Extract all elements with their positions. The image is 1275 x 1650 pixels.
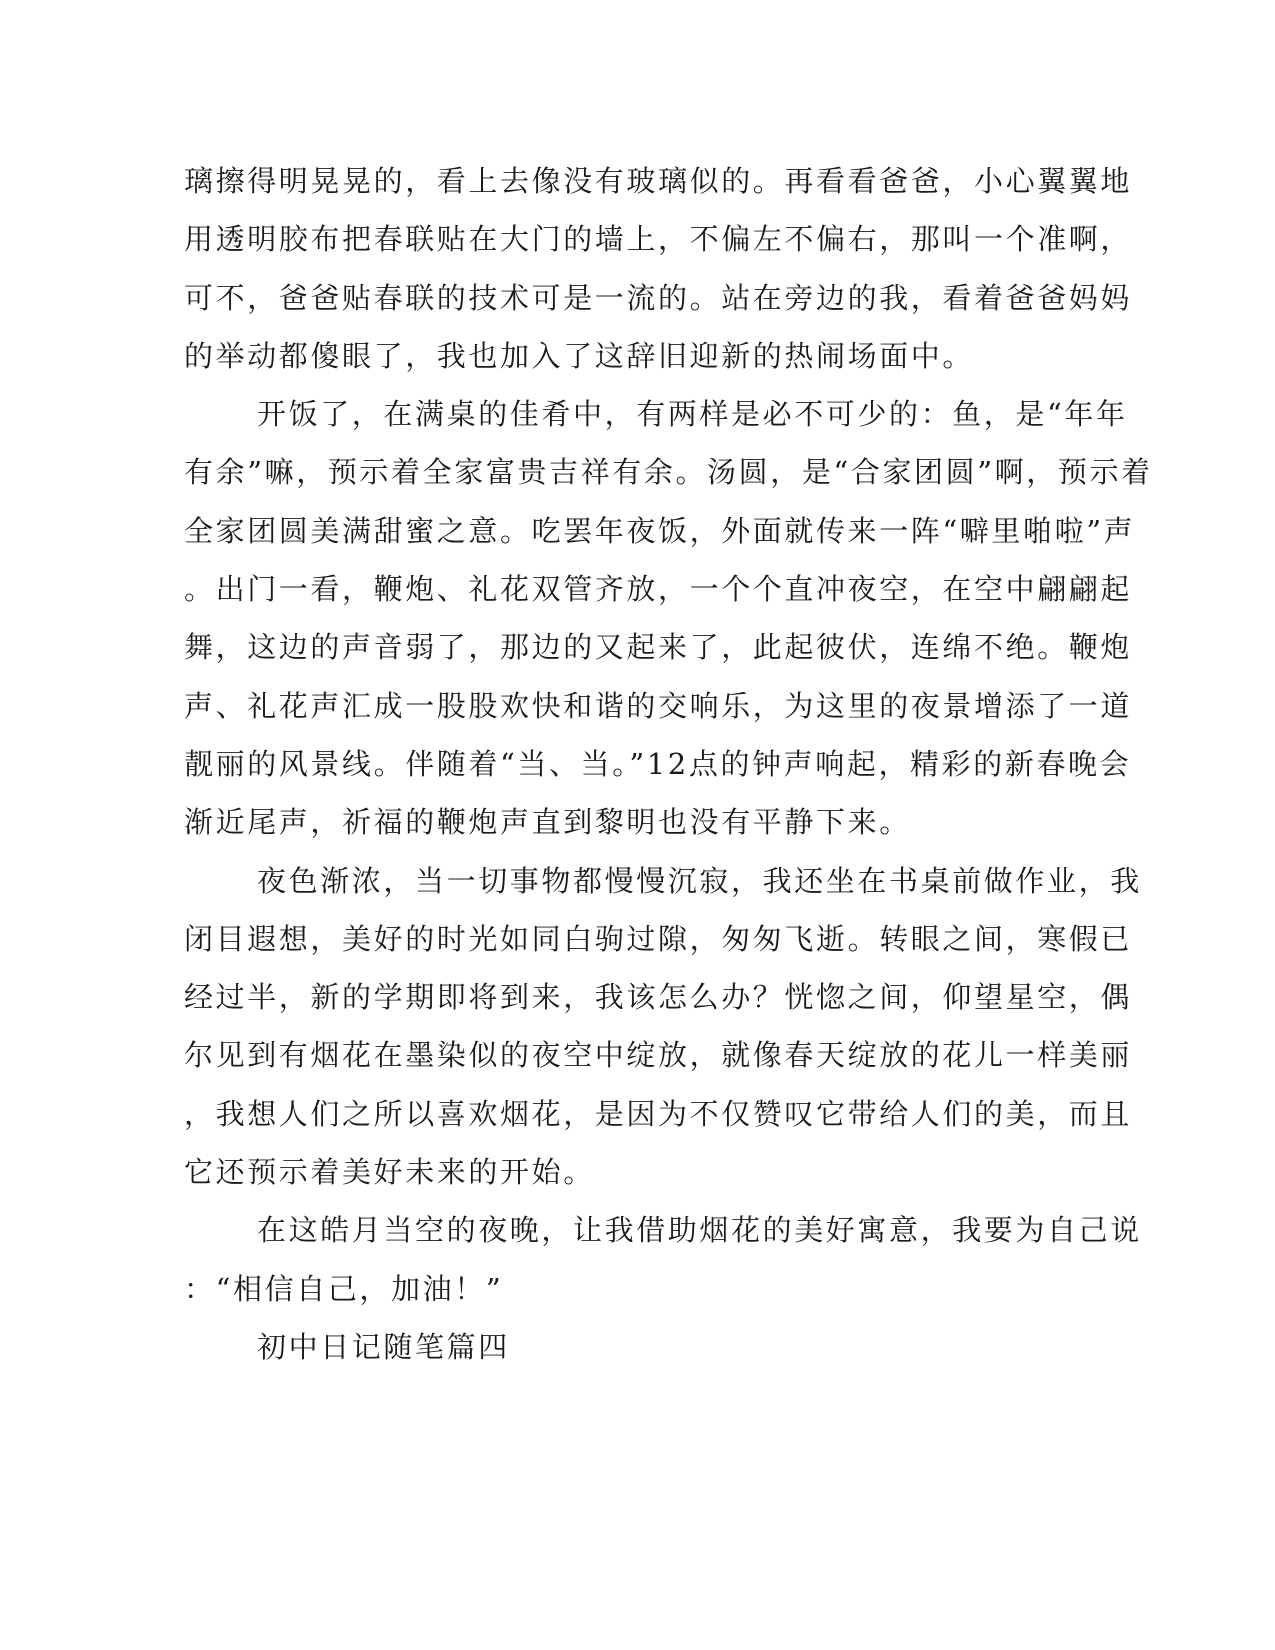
body-text	[184, 160, 1153, 1384]
text-line: 舞，这边的声音弱了，那边的又起来了，此起彼伏，连绵不绝。鞭炮	[184, 630, 1133, 665]
text-line: 渐近尾声，祈福的鞭炮声直到黎明也没有平静下来。	[184, 805, 911, 840]
text-line: 有余”嘛，预示着全家富贵吉祥有余。汤圆，是“合家团圆”啊，预示着	[184, 455, 1153, 490]
text-line: 的举动都傻眼了，我也加入了这辞旧迎新的热闹场面中。	[184, 338, 975, 373]
paragraph-start-line: 夜色渐浓，当一切事物都慢慢沉寂，我还坐在书桌前做作业，我	[257, 863, 1142, 898]
paragraph-start-line: 在这皓月当空的夜晚，让我借助烟花的美好寓意，我要为自己说	[257, 1213, 1142, 1248]
text-line: 。出门一看，鞭炮、礼花双管齐放，一个个直冲夜空，在空中翩翩起	[184, 572, 1133, 607]
text-line: 璃擦得明晃晃的，看上去像没有玻璃似的。再看看爸爸，小心翼翼地	[184, 164, 1133, 198]
text-line: 可不，爸爸贴春联的技术可是一流的。站在旁边的我，看着爸爸妈妈	[184, 280, 1133, 315]
text-line: 闭目遐想，美好的时光如同白驹过隙，匆匆飞逝。转眼之间，寒假已	[184, 921, 1133, 956]
text-line: 经过半，新的学期即将到来，我该怎么办？恍惚之间，仰望星空，偶	[184, 980, 1133, 1015]
text-line: 尔见到有烟花在墨染似的夜空中绽放，就像春天绽放的花儿一样美丽	[184, 1038, 1133, 1073]
text-line: ：“相信自己，加油！”	[184, 1271, 504, 1306]
paragraph-start-line: 开饭了，在满桌的佳肴中，有两样是必不可少的：鱼，是“年年	[257, 397, 1128, 432]
section-heading: 初中日记随笔篇四	[257, 1329, 510, 1364]
text-line: ，我想人们之所以喜欢烟花，是因为不仅赞叹它带给人们的美，而且	[184, 1096, 1133, 1131]
text-line: 声、礼花声汇成一股股欢快和谐的交响乐，为这里的夜景增添了一道	[184, 688, 1133, 723]
text-line: 它还预示着美好未来的开始。	[184, 1155, 595, 1190]
text-line: 全家团圆美满甜蜜之意。吃罢年夜饭，外面就传来一阵“噼里啪啦”声	[184, 513, 1136, 548]
text-line: 用透明胶布把春联贴在大门的墙上，不偏左不偏右，那叫一个准啊，	[184, 222, 1133, 257]
text-line: 靓丽的风景线。伴随着“当、当。”12点的钟声响起，精彩的新春晚会	[184, 746, 1132, 781]
